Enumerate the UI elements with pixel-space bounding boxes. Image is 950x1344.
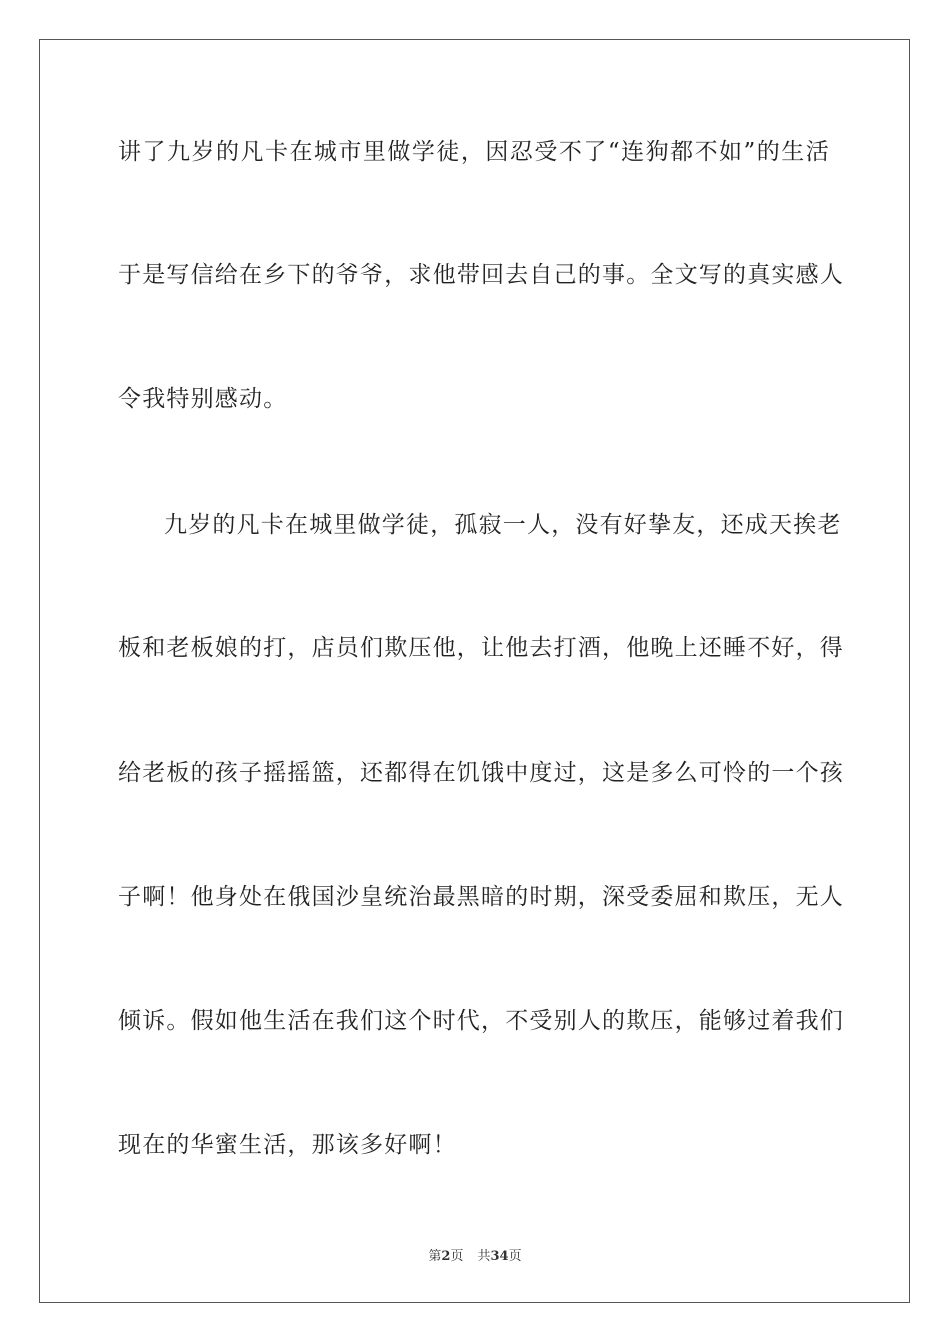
body-line-1: 讲了九岁的凡卡在城市里做学徒，因忍受不了“连狗都不如”的生活 <box>118 139 830 165</box>
body-line-4: 九岁的凡卡在城里做学徒，孤寂一人，没有好挚友，还成天挨老 <box>164 512 842 538</box>
body-line-8: 倾诉。假如他生活在我们这个时代，不受别人的欺压，能够过着我们 <box>118 1008 844 1034</box>
body-line-7: 子啊！他身处在俄国沙皇统治最黑暗的时期，深受委屈和欺压，无人 <box>118 884 844 910</box>
body-line-3: 令我特别感动。 <box>118 386 288 412</box>
page-footer <box>0 1248 950 1266</box>
body-line-9: 现在的华蜜生活，那该多好啊！ <box>118 1132 457 1158</box>
body-line-5: 板和老板娘的打，店员们欺压他，让他去打酒，他晚上还睡不好，得 <box>118 635 844 661</box>
body-line-6: 给老板的孩子摇摇篮，还都得在饥饿中度过，这是多么可怜的一个孩 <box>118 760 844 786</box>
page-suffix: 页 <box>450 1249 464 1264</box>
total-suffix: 页 <box>508 1249 522 1264</box>
page-border <box>39 39 910 1303</box>
total-pages: 34 <box>490 1249 509 1264</box>
total-prefix: 共 <box>477 1249 491 1264</box>
body-line-2: 于是写信给在乡下的爷爷，求他带回去自己的事。全文写的真实感人 <box>118 262 844 288</box>
page-prefix: 第 <box>428 1249 442 1264</box>
page-number: 2 <box>441 1249 451 1264</box>
